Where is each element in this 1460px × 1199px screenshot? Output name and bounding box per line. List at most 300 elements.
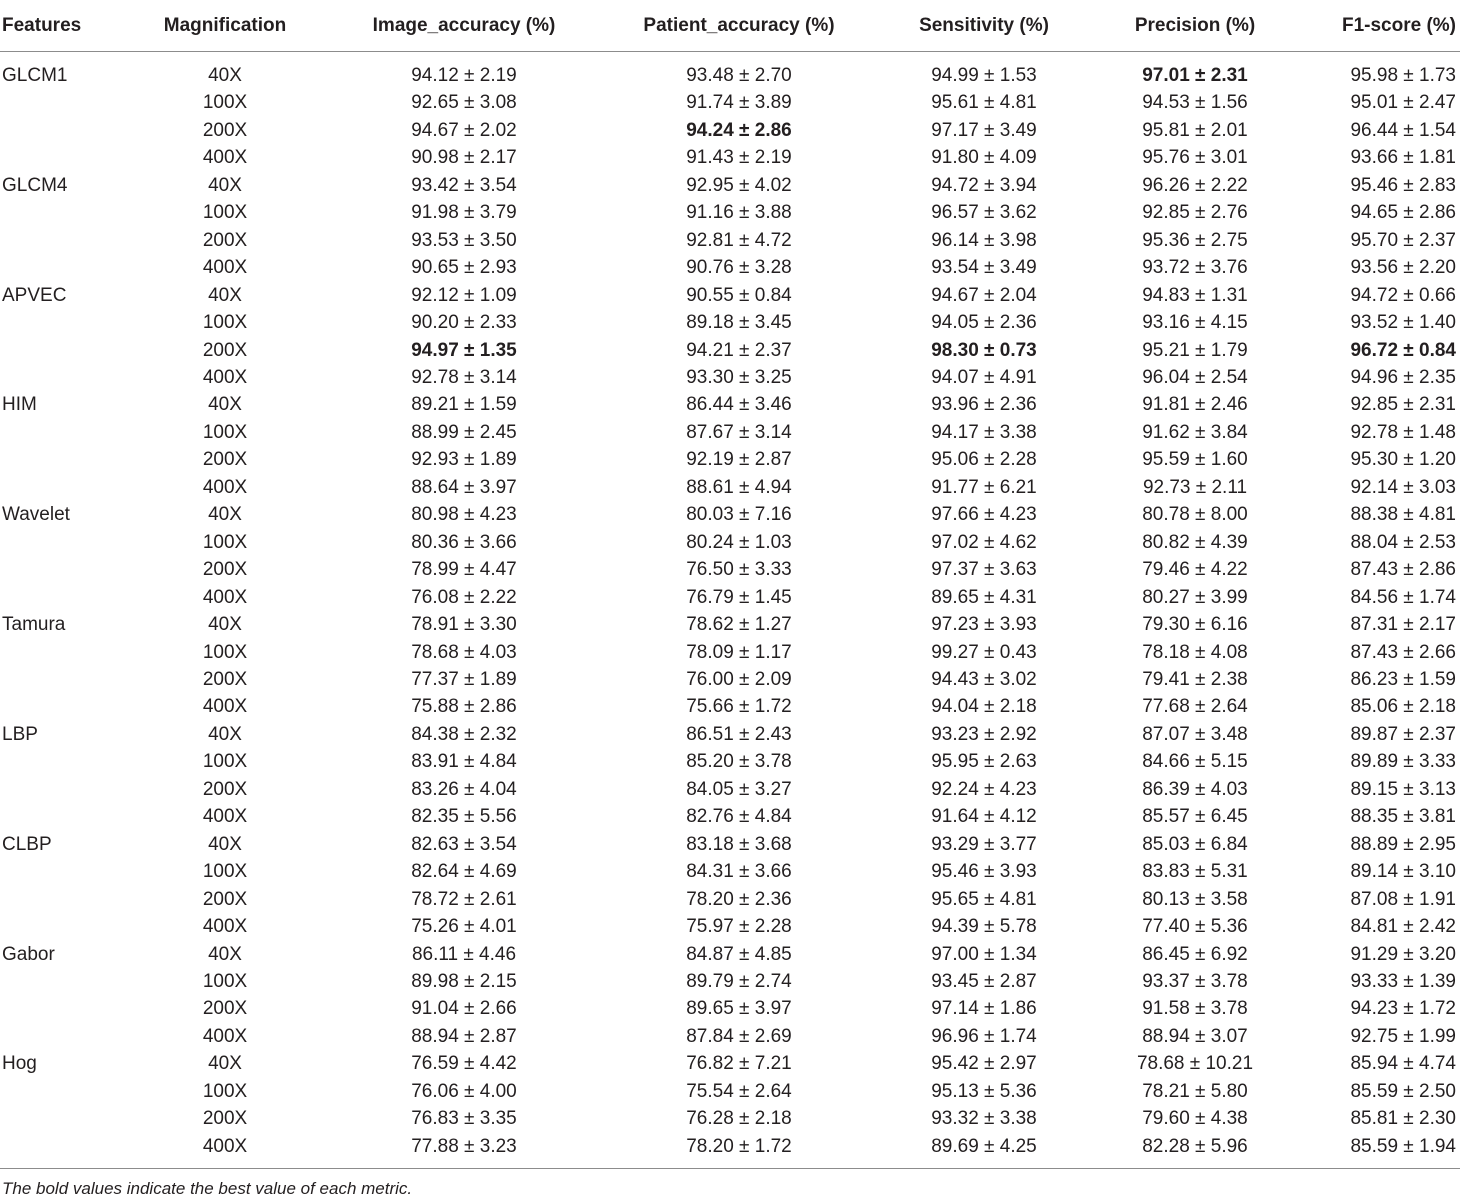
metric-cell: 92.85 ± 2.76: [1142, 202, 1248, 224]
metric-cell: 93.96 ± 2.36: [931, 394, 1037, 416]
table-row: [0, 968, 1460, 995]
table-row: [0, 529, 1460, 556]
metric-cell: 97.00 ± 1.34: [931, 943, 1037, 965]
metric-cell: 97.14 ± 1.86: [931, 998, 1037, 1020]
magnification-cell: 200X: [202, 888, 248, 910]
metric-cell: 93.16 ± 4.15: [1142, 312, 1248, 334]
metric-cell: 87.84 ± 2.69: [686, 1025, 792, 1047]
table-row: [0, 474, 1460, 501]
table-row: [0, 364, 1460, 391]
column-header-magnification: Magnification: [110, 0, 340, 52]
metric-cell: 88.94 ± 3.07: [1142, 1025, 1248, 1047]
metric-cell: 84.31 ± 3.66: [686, 861, 792, 883]
metric-cell: 94.07 ± 4.91: [931, 366, 1037, 388]
metric-cell: 86.45 ± 6.92: [1142, 943, 1248, 965]
metric-cell: 92.78 ± 3.14: [411, 366, 517, 388]
metric-cell: 94.72 ± 3.94: [931, 174, 1037, 196]
feature-cell: Hog: [2, 1053, 37, 1075]
metric-cell: 90.98 ± 2.17: [411, 147, 517, 169]
magnification-cell: 100X: [202, 312, 248, 334]
metric-cell: 94.53 ± 1.56: [1142, 92, 1248, 114]
metric-cell: 89.65 ± 3.97: [686, 998, 792, 1020]
metric-cell: 95.61 ± 4.81: [931, 92, 1037, 114]
metric-cell: 91.04 ± 2.66: [411, 998, 517, 1020]
metric-cell: 83.26 ± 4.04: [411, 778, 517, 800]
table-row: [0, 995, 1460, 1022]
metric-cell: 85.06 ± 2.18: [1350, 696, 1456, 718]
metric-cell: 97.01 ± 2.31: [1142, 65, 1248, 86]
magnification-cell: 40X: [208, 284, 242, 306]
feature-cell: [0, 886, 110, 913]
metric-cell: 94.43 ± 3.02: [931, 668, 1037, 690]
metric-cell: 86.11 ± 4.46: [411, 943, 517, 965]
column-header-patient-accuracy: Patient_accuracy (%): [588, 0, 890, 52]
metric-cell: 78.21 ± 5.80: [1142, 1080, 1248, 1102]
metric-cell: 87.43 ± 2.66: [1350, 641, 1456, 663]
magnification-cell: 40X: [208, 614, 242, 636]
magnification-cell: 400X: [202, 806, 248, 828]
metric-cell: 75.88 ± 2.86: [411, 696, 517, 718]
metric-cell: 89.69 ± 4.25: [931, 1135, 1037, 1157]
metric-cell: 93.72 ± 3.76: [1142, 257, 1248, 279]
table-row: [0, 611, 1460, 638]
table-body: [0, 52, 1460, 1161]
table-row: [0, 282, 1460, 309]
feature-cell: [0, 1078, 110, 1105]
magnification-cell: 100X: [202, 970, 248, 992]
magnification-cell: 40X: [208, 394, 242, 416]
magnification-cell: 200X: [202, 559, 248, 581]
metric-cell: 95.36 ± 2.75: [1142, 229, 1248, 251]
feature-cell: [0, 995, 110, 1022]
metric-cell: 93.29 ± 3.77: [931, 833, 1037, 855]
metric-cell: 78.18 ± 4.08: [1142, 641, 1248, 663]
metric-cell: 95.59 ± 1.60: [1142, 449, 1248, 471]
metric-cell: 77.40 ± 5.36: [1142, 916, 1248, 938]
magnification-cell: 100X: [202, 202, 248, 224]
metric-cell: 86.51 ± 2.43: [686, 723, 792, 745]
metric-cell: 91.58 ± 3.78: [1142, 998, 1248, 1020]
metric-cell: 88.89 ± 2.95: [1350, 833, 1456, 855]
metric-cell: 80.27 ± 3.99: [1142, 586, 1248, 608]
magnification-cell: 100X: [202, 751, 248, 773]
metric-cell: 85.81 ± 2.30: [1350, 1108, 1456, 1130]
metric-cell: 98.30 ± 0.73: [931, 339, 1037, 361]
metric-cell: 95.42 ± 2.97: [931, 1053, 1037, 1075]
metric-cell: 88.35 ± 3.81: [1350, 806, 1456, 828]
metric-cell: 84.81 ± 2.42: [1350, 916, 1456, 938]
metric-cell: 76.00 ± 2.09: [686, 668, 792, 690]
metric-cell: 94.72 ± 0.66: [1350, 284, 1456, 306]
feature-cell: [0, 227, 110, 254]
metric-cell: 96.04 ± 2.54: [1142, 366, 1248, 388]
magnification-cell: 40X: [208, 504, 242, 526]
metric-cell: 75.26 ± 4.01: [411, 916, 517, 938]
feature-cell: [0, 1133, 110, 1160]
metric-cell: 94.99 ± 1.53: [931, 65, 1037, 86]
metric-cell: 78.20 ± 2.36: [686, 888, 792, 910]
metric-cell: 78.62 ± 1.27: [686, 614, 792, 636]
table-row: [0, 941, 1460, 968]
feature-cell: Tamura: [2, 614, 66, 636]
feature-cell: Gabor: [2, 943, 55, 965]
table-row: [0, 391, 1460, 418]
magnification-cell: 400X: [202, 366, 248, 388]
metric-cell: 89.98 ± 2.15: [411, 970, 517, 992]
metric-cell: 95.95 ± 2.63: [931, 751, 1037, 773]
metric-cell: 80.13 ± 3.58: [1142, 888, 1248, 910]
metric-cell: 85.59 ± 2.50: [1350, 1080, 1456, 1102]
magnification-cell: 400X: [202, 1025, 248, 1047]
metric-cell: 78.99 ± 4.47: [411, 559, 517, 581]
feature-cell: Wavelet: [2, 504, 70, 526]
metric-cell: 88.61 ± 4.94: [686, 476, 792, 498]
metric-cell: 94.83 ± 1.31: [1142, 284, 1248, 306]
metric-cell: 93.32 ± 3.38: [931, 1108, 1037, 1130]
metric-cell: 85.57 ± 6.45: [1142, 806, 1248, 828]
magnification-cell: 200X: [202, 998, 248, 1020]
table-row: [0, 1105, 1460, 1132]
magnification-cell: 400X: [202, 916, 248, 938]
metric-cell: 88.99 ± 2.45: [411, 421, 517, 443]
metric-cell: 93.33 ± 1.39: [1350, 970, 1456, 992]
feature-cell: [0, 309, 110, 336]
metric-cell: 84.87 ± 4.85: [686, 943, 792, 965]
metric-cell: 78.68 ± 10.21: [1136, 1053, 1254, 1075]
feature-cell: [0, 639, 110, 666]
metric-cell: 92.24 ± 4.23: [931, 778, 1037, 800]
metric-cell: 89.65 ± 4.31: [931, 586, 1037, 608]
metric-cell: 92.75 ± 1.99: [1350, 1025, 1456, 1047]
table-row: [0, 337, 1460, 364]
table-row: [0, 199, 1460, 226]
metric-cell: 85.94 ± 4.74: [1350, 1053, 1456, 1075]
metric-cell: 76.08 ± 2.22: [411, 586, 517, 608]
metric-cell: 76.59 ± 4.42: [411, 1053, 517, 1075]
metric-cell: 94.04 ± 2.18: [931, 696, 1037, 718]
metric-cell: 97.37 ± 3.63: [931, 559, 1037, 581]
feature-cell: [0, 117, 110, 144]
metric-cell: 87.07 ± 3.48: [1142, 723, 1248, 745]
feature-cell: [0, 693, 110, 720]
magnification-cell: 200X: [202, 449, 248, 471]
feature-cell: [0, 913, 110, 940]
metric-cell: 96.14 ± 3.98: [931, 229, 1037, 251]
metric-cell: 89.14 ± 3.10: [1350, 861, 1456, 883]
feature-cell: [0, 803, 110, 830]
magnification-cell: 100X: [202, 1080, 248, 1102]
metric-cell: 87.08 ± 1.91: [1350, 888, 1456, 910]
table-row: [0, 693, 1460, 720]
metric-cell: 94.17 ± 3.38: [931, 421, 1037, 443]
table-row: [0, 89, 1460, 116]
feature-cell: [0, 748, 110, 775]
metric-cell: 89.79 ± 2.74: [686, 970, 792, 992]
feature-cell: APVEC: [2, 284, 67, 306]
magnification-cell: 40X: [208, 174, 242, 196]
metric-cell: 87.67 ± 3.14: [686, 421, 792, 443]
table-header: [0, 0, 1460, 52]
metric-cell: 93.66 ± 1.81: [1350, 147, 1456, 169]
metric-cell: 91.81 ± 2.46: [1142, 394, 1248, 416]
metric-cell: 93.56 ± 2.20: [1350, 257, 1456, 279]
magnification-cell: 400X: [202, 257, 248, 279]
table-row: [0, 419, 1460, 446]
metric-cell: 79.46 ± 4.22: [1142, 559, 1248, 581]
feature-cell: [0, 666, 110, 693]
table-row: [0, 1078, 1460, 1105]
metric-cell: 91.80 ± 4.09: [931, 147, 1037, 169]
metric-cell: 84.05 ± 3.27: [686, 778, 792, 800]
metric-cell: 91.43 ± 2.19: [686, 147, 792, 169]
magnification-cell: 400X: [202, 696, 248, 718]
metric-cell: 83.83 ± 5.31: [1142, 861, 1248, 883]
metric-cell: 95.30 ± 1.20: [1350, 449, 1456, 471]
metric-cell: 93.54 ± 3.49: [931, 257, 1037, 279]
metric-cell: 91.29 ± 3.20: [1350, 943, 1456, 965]
metric-cell: 94.67 ± 2.04: [931, 284, 1037, 306]
magnification-cell: 100X: [202, 641, 248, 663]
metric-cell: 92.73 ± 2.11: [1142, 476, 1248, 498]
metric-cell: 85.03 ± 6.84: [1142, 833, 1248, 855]
table-row: [0, 748, 1460, 775]
metric-cell: 83.91 ± 4.84: [411, 751, 517, 773]
metric-cell: 94.24 ± 2.86: [686, 119, 792, 141]
metric-cell: 86.44 ± 3.46: [686, 394, 792, 416]
table-row: [0, 1023, 1460, 1050]
table-row: [0, 1133, 1460, 1160]
magnification-cell: 100X: [202, 531, 248, 553]
metric-cell: 78.20 ± 1.72: [686, 1135, 792, 1157]
metric-cell: 93.23 ± 2.92: [931, 723, 1037, 745]
feature-cell: [0, 364, 110, 391]
metric-cell: 91.74 ± 3.89: [686, 92, 792, 114]
metric-cell: 93.53 ± 3.50: [411, 229, 517, 251]
footnote: The bold values indicate the best value of each metric.: [2, 1179, 413, 1198]
metric-cell: 77.37 ± 1.89: [411, 668, 517, 690]
metric-cell: 95.98 ± 1.73: [1350, 65, 1456, 86]
feature-cell: [0, 858, 110, 885]
metric-cell: 94.39 ± 5.78: [931, 916, 1037, 938]
metric-cell: 75.97 ± 2.28: [686, 916, 792, 938]
metric-cell: 95.65 ± 4.81: [931, 888, 1037, 910]
feature-cell: [0, 474, 110, 501]
metric-cell: 80.03 ± 7.16: [686, 504, 792, 526]
metric-cell: 76.28 ± 2.18: [686, 1108, 792, 1130]
metric-cell: 89.89 ± 3.33: [1350, 751, 1456, 773]
magnification-cell: 40X: [208, 65, 242, 86]
metric-cell: 85.59 ± 1.94: [1350, 1135, 1456, 1157]
column-header-features: Features: [0, 0, 110, 52]
metric-cell: 93.45 ± 2.87: [931, 970, 1037, 992]
metric-cell: 93.48 ± 2.70: [686, 65, 792, 86]
metric-cell: 95.70 ± 2.37: [1350, 229, 1456, 251]
table-row: [0, 144, 1460, 171]
magnification-cell: 200X: [202, 339, 248, 361]
metric-cell: 90.76 ± 3.28: [686, 257, 792, 279]
metric-cell: 96.26 ± 2.22: [1142, 174, 1248, 196]
magnification-cell: 100X: [202, 421, 248, 443]
metric-cell: 97.17 ± 3.49: [931, 119, 1037, 141]
metric-cell: 96.96 ± 1.74: [931, 1025, 1037, 1047]
table-row: [0, 858, 1460, 885]
table-row: [0, 831, 1460, 858]
metric-cell: 90.65 ± 2.93: [411, 257, 517, 279]
metric-cell: 89.21 ± 1.59: [411, 394, 517, 416]
table-row: [0, 721, 1460, 748]
metric-cell: 79.41 ± 2.38: [1142, 668, 1248, 690]
metric-cell: 80.24 ± 1.03: [686, 531, 792, 553]
metric-cell: 95.01 ± 2.47: [1350, 92, 1456, 114]
metric-cell: 91.64 ± 4.12: [931, 806, 1037, 828]
metric-cell: 97.66 ± 4.23: [931, 504, 1037, 526]
magnification-cell: 40X: [208, 943, 242, 965]
metric-cell: 95.46 ± 3.93: [931, 861, 1037, 883]
metric-cell: 87.43 ± 2.86: [1350, 559, 1456, 581]
metric-cell: 89.18 ± 3.45: [686, 312, 792, 334]
table-row: [0, 446, 1460, 473]
metric-cell: 93.42 ± 3.54: [411, 174, 517, 196]
magnification-cell: 200X: [202, 778, 248, 800]
table-row: [0, 501, 1460, 528]
metric-cell: 79.60 ± 4.38: [1142, 1108, 1248, 1130]
table-row: [0, 309, 1460, 336]
metric-cell: 80.36 ± 3.66: [411, 531, 517, 553]
magnification-cell: 40X: [208, 723, 242, 745]
magnification-cell: 200X: [202, 1108, 248, 1130]
table-row: [0, 886, 1460, 913]
metric-cell: 95.81 ± 2.01: [1142, 119, 1248, 141]
metric-cell: 92.95 ± 4.02: [686, 174, 792, 196]
metric-cell: 90.55 ± 0.84: [686, 284, 792, 306]
feature-cell: [0, 584, 110, 611]
metric-cell: 82.63 ± 3.54: [411, 833, 517, 855]
table-row: [0, 172, 1460, 199]
table-row: [0, 913, 1460, 940]
metric-cell: 87.31 ± 2.17: [1350, 614, 1456, 636]
table-row: [0, 639, 1460, 666]
magnification-cell: 200X: [202, 229, 248, 251]
magnification-cell: 40X: [208, 833, 242, 855]
feature-cell: CLBP: [2, 833, 52, 855]
magnification-cell: 400X: [202, 147, 248, 169]
column-header-precision: Precision (%): [1078, 0, 1312, 52]
metric-cell: 75.66 ± 1.72: [686, 696, 792, 718]
column-header-image-accuracy: Image_accuracy (%): [340, 0, 588, 52]
column-header-f1-score: F1-score (%): [1312, 0, 1460, 52]
metric-cell: 94.05 ± 2.36: [931, 312, 1037, 334]
metric-cell: 80.78 ± 8.00: [1142, 504, 1248, 526]
metric-cell: 97.02 ± 4.62: [931, 531, 1037, 553]
metric-cell: 92.78 ± 1.48: [1350, 421, 1456, 443]
table-row: [0, 666, 1460, 693]
table-row: [0, 227, 1460, 254]
metric-cell: 76.83 ± 3.35: [411, 1108, 517, 1130]
metric-cell: 91.62 ± 3.84: [1142, 421, 1248, 443]
metric-cell: 80.98 ± 4.23: [411, 504, 517, 526]
metric-cell: 93.37 ± 3.78: [1142, 970, 1248, 992]
metric-cell: 96.57 ± 3.62: [931, 202, 1037, 224]
table-row: [0, 117, 1460, 144]
magnification-cell: 200X: [202, 668, 248, 690]
metric-cell: 86.23 ± 1.59: [1350, 668, 1456, 690]
feature-cell: [0, 1105, 110, 1132]
metric-cell: 79.30 ± 6.16: [1142, 614, 1248, 636]
metric-cell: 77.88 ± 3.23: [411, 1135, 517, 1157]
metric-cell: 93.30 ± 3.25: [686, 366, 792, 388]
metric-cell: 95.76 ± 3.01: [1142, 147, 1248, 169]
table-row: [0, 52, 1460, 90]
metric-cell: 88.04 ± 2.53: [1350, 531, 1456, 553]
metric-cell: 85.20 ± 3.78: [686, 751, 792, 773]
magnification-cell: 40X: [208, 1053, 242, 1075]
metric-cell: 76.82 ± 7.21: [686, 1053, 792, 1075]
feature-cell: GLCM4: [2, 174, 68, 196]
feature-cell: [0, 556, 110, 583]
metric-cell: 91.98 ± 3.79: [411, 202, 517, 224]
metric-cell: 83.18 ± 3.68: [686, 833, 792, 855]
metric-cell: 96.44 ± 1.54: [1350, 119, 1456, 141]
magnification-cell: 200X: [202, 119, 248, 141]
metric-cell: 92.14 ± 3.03: [1350, 476, 1456, 498]
metric-cell: 94.21 ± 2.37: [686, 339, 792, 361]
metric-cell: 84.38 ± 2.32: [411, 723, 517, 745]
feature-cell: [0, 199, 110, 226]
metric-cell: 92.93 ± 1.89: [411, 449, 517, 471]
metric-cell: 94.96 ± 2.35: [1350, 366, 1456, 388]
metric-cell: 95.21 ± 1.79: [1142, 339, 1248, 361]
feature-cell: LBP: [2, 723, 38, 745]
metric-cell: 94.65 ± 2.86: [1350, 202, 1456, 224]
metric-cell: 92.12 ± 1.09: [411, 284, 517, 306]
metric-cell: 92.81 ± 4.72: [686, 229, 792, 251]
metric-cell: 94.67 ± 2.02: [411, 119, 517, 141]
metric-cell: 96.72 ± 0.84: [1350, 339, 1456, 361]
feature-cell: [0, 144, 110, 171]
metric-cell: 76.50 ± 3.33: [686, 559, 792, 581]
metric-cell: 94.97 ± 1.35: [411, 339, 517, 361]
magnification-cell: 400X: [202, 1135, 248, 1157]
metric-cell: 92.19 ± 2.87: [686, 449, 792, 471]
metric-cell: 78.72 ± 2.61: [411, 888, 517, 910]
metric-cell: 82.28 ± 5.96: [1142, 1135, 1248, 1157]
magnification-cell: 100X: [202, 861, 248, 883]
feature-cell: [0, 529, 110, 556]
metric-cell: 76.79 ± 1.45: [686, 586, 792, 608]
table-row: [0, 776, 1460, 803]
metric-cell: 84.66 ± 5.15: [1142, 751, 1248, 773]
metric-cell: 91.16 ± 3.88: [686, 202, 792, 224]
magnification-cell: 400X: [202, 586, 248, 608]
metric-cell: 89.15 ± 3.13: [1350, 778, 1456, 800]
metric-cell: 80.82 ± 4.39: [1142, 531, 1248, 553]
metric-cell: 94.12 ± 2.19: [411, 65, 517, 86]
metric-cell: 94.23 ± 1.72: [1350, 998, 1456, 1020]
table-row: [0, 1050, 1460, 1077]
metric-cell: 88.38 ± 4.81: [1350, 504, 1456, 526]
metric-cell: 82.76 ± 4.84: [686, 806, 792, 828]
feature-cell: [0, 968, 110, 995]
metric-cell: 99.27 ± 0.43: [931, 641, 1037, 663]
feature-cell: GLCM1: [2, 65, 68, 86]
metric-cell: 88.94 ± 2.87: [411, 1025, 517, 1047]
metric-cell: 95.13 ± 5.36: [931, 1080, 1037, 1102]
metric-cell: 76.06 ± 4.00: [411, 1080, 517, 1102]
feature-cell: [0, 419, 110, 446]
magnification-cell: 400X: [202, 476, 248, 498]
metric-cell: 90.20 ± 2.33: [411, 312, 517, 334]
metric-cell: 86.39 ± 4.03: [1142, 778, 1248, 800]
